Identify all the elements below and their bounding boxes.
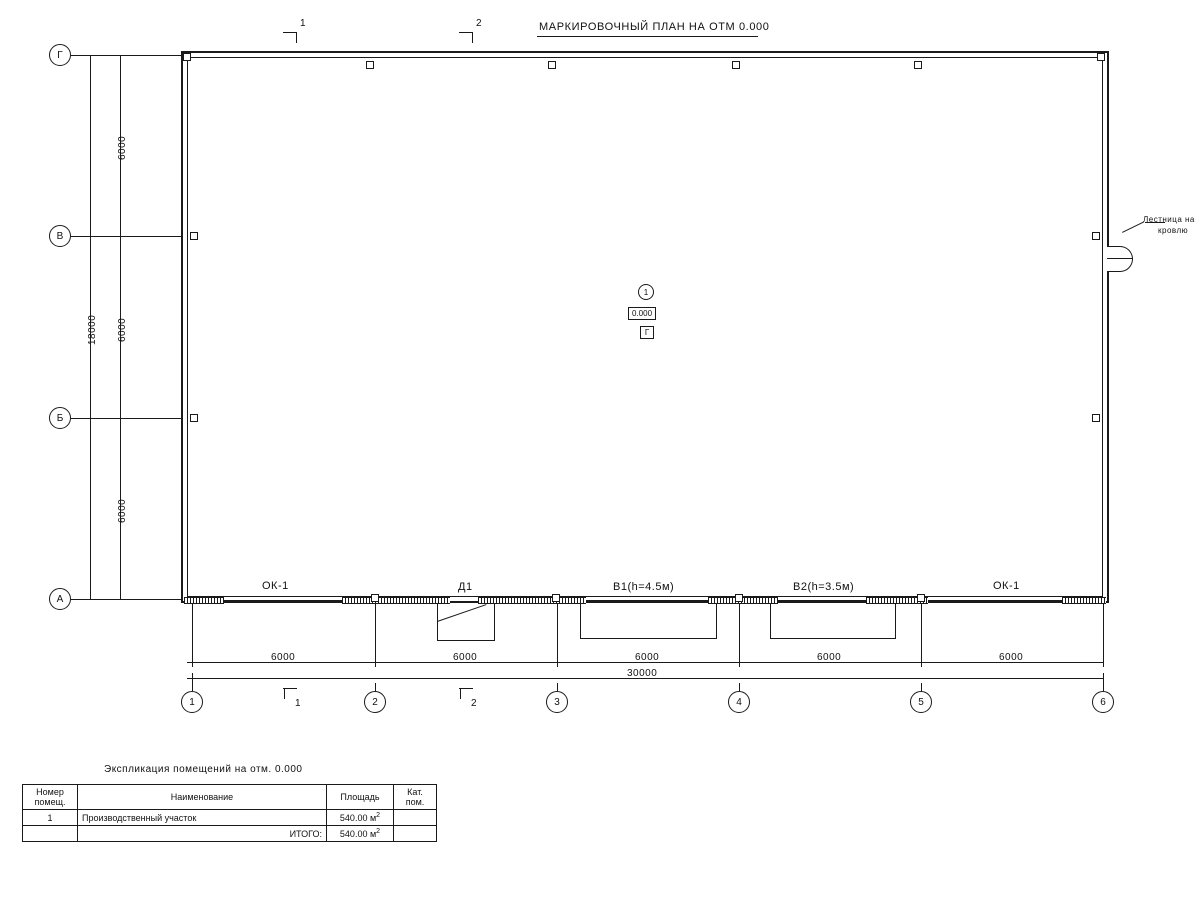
table-header-name: Наименование	[78, 785, 327, 810]
axis-bubble-v[interactable]: В	[49, 225, 71, 247]
opening-line-v2	[778, 600, 866, 601]
section-mark-bottom-1-leg	[284, 688, 285, 699]
opening-line-v1	[586, 600, 708, 601]
table-header-number-line1: Номер	[36, 787, 64, 797]
gate-v2-jamb-left	[770, 604, 771, 638]
axis-bubble-6[interactable]: 6	[1092, 691, 1114, 713]
ext-line-2	[375, 604, 376, 662]
dim-bottom-seg-5: 6000	[999, 652, 1024, 663]
door-jamb-right	[494, 604, 495, 640]
dim-left-total-label: 18000	[87, 314, 98, 345]
table-header-category-line2: пом.	[405, 797, 425, 807]
table-header-category-line1: Кат.	[407, 787, 423, 797]
column	[1092, 232, 1100, 240]
axis-bubble-g[interactable]: Г	[49, 44, 71, 66]
axis-drop-4	[739, 683, 740, 691]
dim-bottom-total-tick-right	[1103, 673, 1104, 683]
door-leaf	[437, 604, 486, 622]
axis-bubble-5[interactable]: 5	[910, 691, 932, 713]
axis-line-b	[71, 418, 183, 419]
wall-segment	[1062, 597, 1106, 604]
table-cell-number: 1	[23, 810, 78, 826]
column	[548, 61, 556, 69]
table-cell-area-value: 540.00	[339, 813, 368, 823]
section-mark-top-2-leg	[472, 32, 473, 43]
stair-note-line2: кровлю	[1158, 226, 1189, 235]
opening-label-v2: В2(h=3.5м)	[793, 581, 855, 593]
explication-table	[22, 784, 437, 842]
dim-left-chain-cap-3	[115, 418, 125, 419]
table-caption: Экспликация помещений на отм. 0.000	[104, 764, 303, 775]
table-cell-name: Производственный участок	[78, 810, 327, 826]
axis-drop-6	[1103, 683, 1104, 691]
dim-left-seg-2: 6000	[117, 317, 128, 342]
table-total-row	[23, 826, 437, 842]
table-cell-area	[327, 810, 394, 826]
dim-bottom-seg-1: 6000	[271, 652, 296, 663]
table-header-number-line2: помещ.	[34, 797, 66, 807]
opening-label-ok1-right: ОК-1	[993, 580, 1020, 592]
table-header-category	[394, 785, 437, 810]
page-title: МАРКИРОВОЧНЫЙ ПЛАН НА ОТМ 0.000	[539, 21, 770, 33]
gate-v1-jamb-right	[716, 604, 717, 638]
column	[1092, 414, 1100, 422]
column	[917, 594, 925, 602]
table-total-area	[327, 826, 394, 842]
column	[1097, 53, 1105, 61]
gate-v1-jamb-left	[580, 604, 581, 638]
gate-v2-bottom	[770, 638, 896, 639]
title-underline	[537, 36, 758, 37]
wall-segment	[342, 597, 450, 604]
table-total-category	[394, 826, 437, 842]
ext-line-6	[1103, 604, 1104, 662]
door-threshold	[437, 640, 495, 641]
ext-line-5	[921, 604, 922, 662]
dim-bottom-seg-3: 6000	[635, 652, 660, 663]
room-marker: 1	[638, 284, 654, 300]
wall-segment	[478, 597, 586, 604]
column	[371, 594, 379, 602]
section-mark-bottom-2-arm	[459, 688, 473, 689]
ext-line-3	[557, 604, 558, 662]
dim-bottom-seg-4: 6000	[817, 652, 842, 663]
table-cell-area-unit: м	[369, 813, 377, 823]
dim-bottom-total-label: 30000	[627, 668, 658, 679]
axis-bubble-b[interactable]: Б	[49, 407, 71, 429]
column	[190, 414, 198, 422]
dim-left-total-cap-bottom	[85, 599, 95, 600]
dim-left-chain-cap-1	[115, 55, 125, 56]
table-total-label: ИТОГО:	[78, 826, 327, 842]
table-total-area-unit: м	[369, 829, 377, 839]
axis-bubble-2[interactable]: 2	[364, 691, 386, 713]
table-header-area: Площадь	[327, 785, 394, 810]
category-mark: Г	[640, 326, 654, 339]
dim-left-total-cap-top	[85, 55, 95, 56]
dim-left-seg-3: 6000	[117, 498, 128, 523]
dim-left-chain-cap-2	[115, 236, 125, 237]
axis-drop-2	[375, 683, 376, 691]
ext-line-1	[192, 604, 193, 662]
column	[914, 61, 922, 69]
dim-bottom-total-tick-left	[192, 673, 193, 683]
section-mark-top-1-label: 1	[300, 18, 307, 29]
stair-leader-line	[1122, 221, 1144, 232]
axis-drop-5	[921, 683, 922, 691]
axis-line-v	[71, 236, 183, 237]
table-total-empty	[23, 826, 78, 842]
section-mark-top-2-label: 2	[476, 18, 483, 29]
axis-drop-1	[192, 683, 193, 691]
column	[190, 232, 198, 240]
table-row	[23, 810, 437, 826]
table-header-row	[23, 785, 437, 810]
table-header-number	[23, 785, 78, 810]
ext-line-4	[739, 604, 740, 662]
section-mark-bottom-2-leg	[460, 688, 461, 699]
section-mark-bottom-1-label: 1	[295, 698, 302, 709]
column	[552, 594, 560, 602]
roof-stair-symbol	[1107, 246, 1133, 272]
section-mark-bottom-2-label: 2	[471, 698, 478, 709]
opening-label-v1: В1(h=4.5м)	[613, 581, 675, 593]
section-mark-top-1-leg	[296, 32, 297, 43]
dim-left-chain-cap-4	[115, 599, 125, 600]
table-total-area-value: 540.00	[339, 829, 368, 839]
column	[732, 61, 740, 69]
section-mark-top-1-arm	[283, 32, 297, 33]
axis-bubble-4[interactable]: 4	[728, 691, 750, 713]
opening-label-ok1-left: ОК-1	[262, 580, 289, 592]
dim-left-seg-1: 6000	[117, 135, 128, 160]
wall-segment	[708, 597, 778, 604]
opening-label-d1: Д1	[458, 581, 473, 593]
level-mark: 0.000	[628, 307, 656, 320]
axis-bubble-3[interactable]: 3	[546, 691, 568, 713]
roof-stair-center-line	[1107, 258, 1133, 259]
stair-note-line1: Лестница на	[1143, 215, 1195, 224]
gate-v2-jamb-right	[895, 604, 896, 638]
column	[183, 53, 191, 61]
axis-bubble-1[interactable]: 1	[181, 691, 203, 713]
opening-line-ok1-right	[928, 600, 1062, 601]
wall-segment	[184, 597, 224, 604]
gate-v1-bottom	[580, 638, 717, 639]
axis-bubble-a[interactable]: А	[49, 588, 71, 610]
dim-bottom-seg-2: 6000	[453, 652, 478, 663]
axis-drop-3	[557, 683, 558, 691]
column	[366, 61, 374, 69]
column	[735, 594, 743, 602]
opening-line-ok1-left	[224, 600, 342, 601]
table-cell-area-unit-sup: 2	[376, 812, 381, 819]
table-total-area-unit-sup: 2	[376, 828, 381, 835]
section-mark-top-2-arm	[459, 32, 473, 33]
table-cell-category	[394, 810, 437, 826]
section-mark-bottom-1-arm	[283, 688, 297, 689]
